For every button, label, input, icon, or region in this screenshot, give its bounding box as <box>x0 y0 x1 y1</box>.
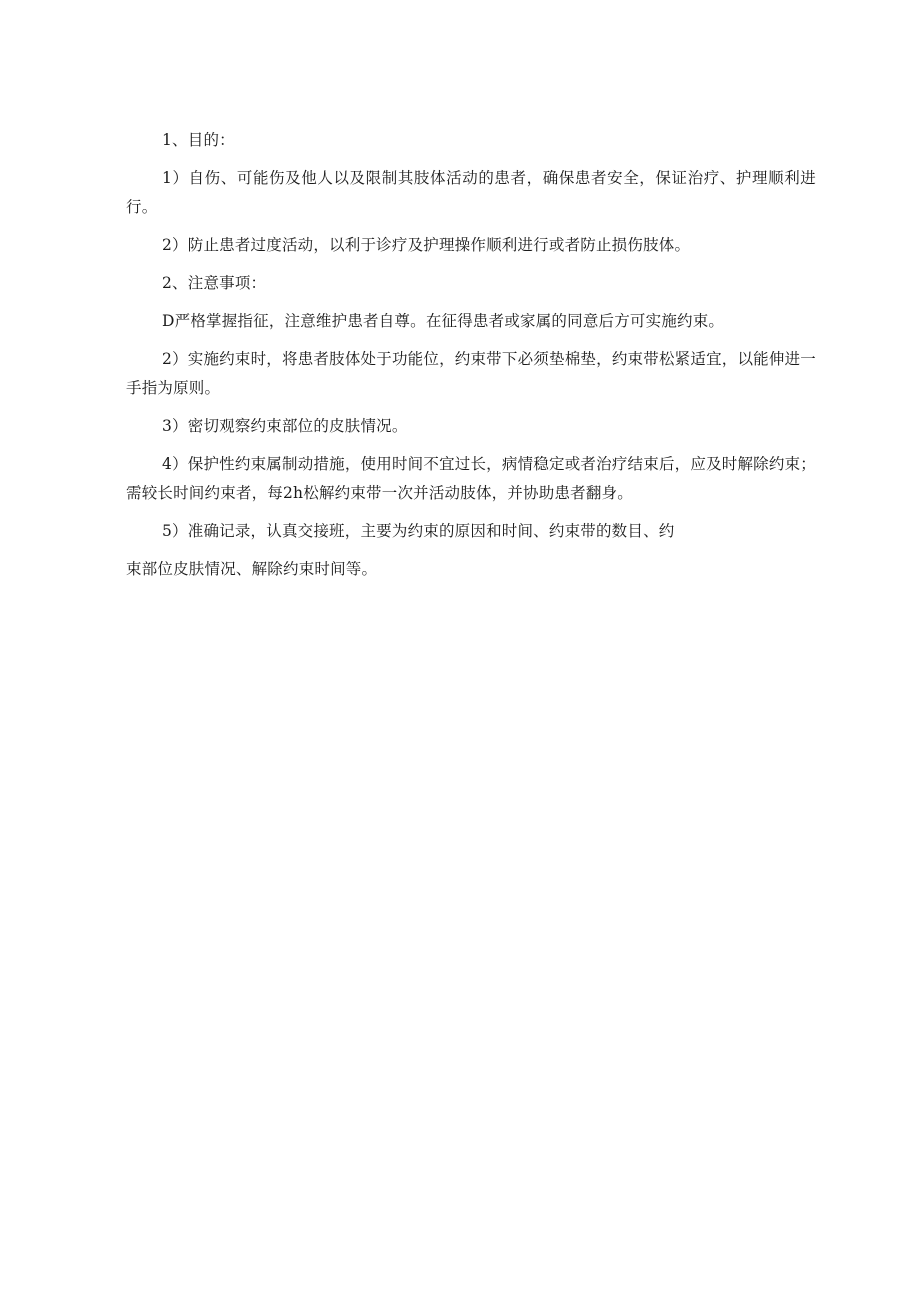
document-body <box>126 126 816 584</box>
paragraph-purpose-2: 2）防止患者过度活动，以利于诊疗及护理操作顺利进行或者防止损伤肢体。 <box>162 236 691 254</box>
heading-notes: 2、注意事项： <box>162 274 267 292</box>
paragraph-notes-1: D严格掌握指征，注意维护患者自尊。在征得患者或家属的同意后方可实施约束。 <box>162 312 725 330</box>
paragraph-notes-2: 2）实施约束时，将患者肢体处于功能位，约束带下必须垫棉垫，约束带松紧适宜，以能伸进一手指为原则。 <box>126 350 816 397</box>
paragraph-notes-4: 4）保护性约束属制动措施，使用时间不宜过长，病情稳定或者治疗结束后，应及时解除约束；需较长时间约束者，每2h松解约束带一次并活动肢体，并协助患者翻身。 <box>126 455 816 502</box>
paragraph-purpose-1: 1）自伤、可能伤及他人以及限制其肢体活动的患者，确保患者安全，保证治疗、护理顺利进行。 <box>126 169 816 216</box>
paragraph-notes-3: 3）密切观察约束部位的皮肤情况。 <box>162 417 408 435</box>
heading-purpose: 1、目的： <box>162 131 235 149</box>
paragraph-notes-5-continued: 束部位皮肤情况、解除约束时间等。 <box>126 560 378 578</box>
paragraph-notes-5: 5）准确记录，认真交接班，主要为约束的原因和时间、约束带的数目、约 <box>162 522 675 540</box>
